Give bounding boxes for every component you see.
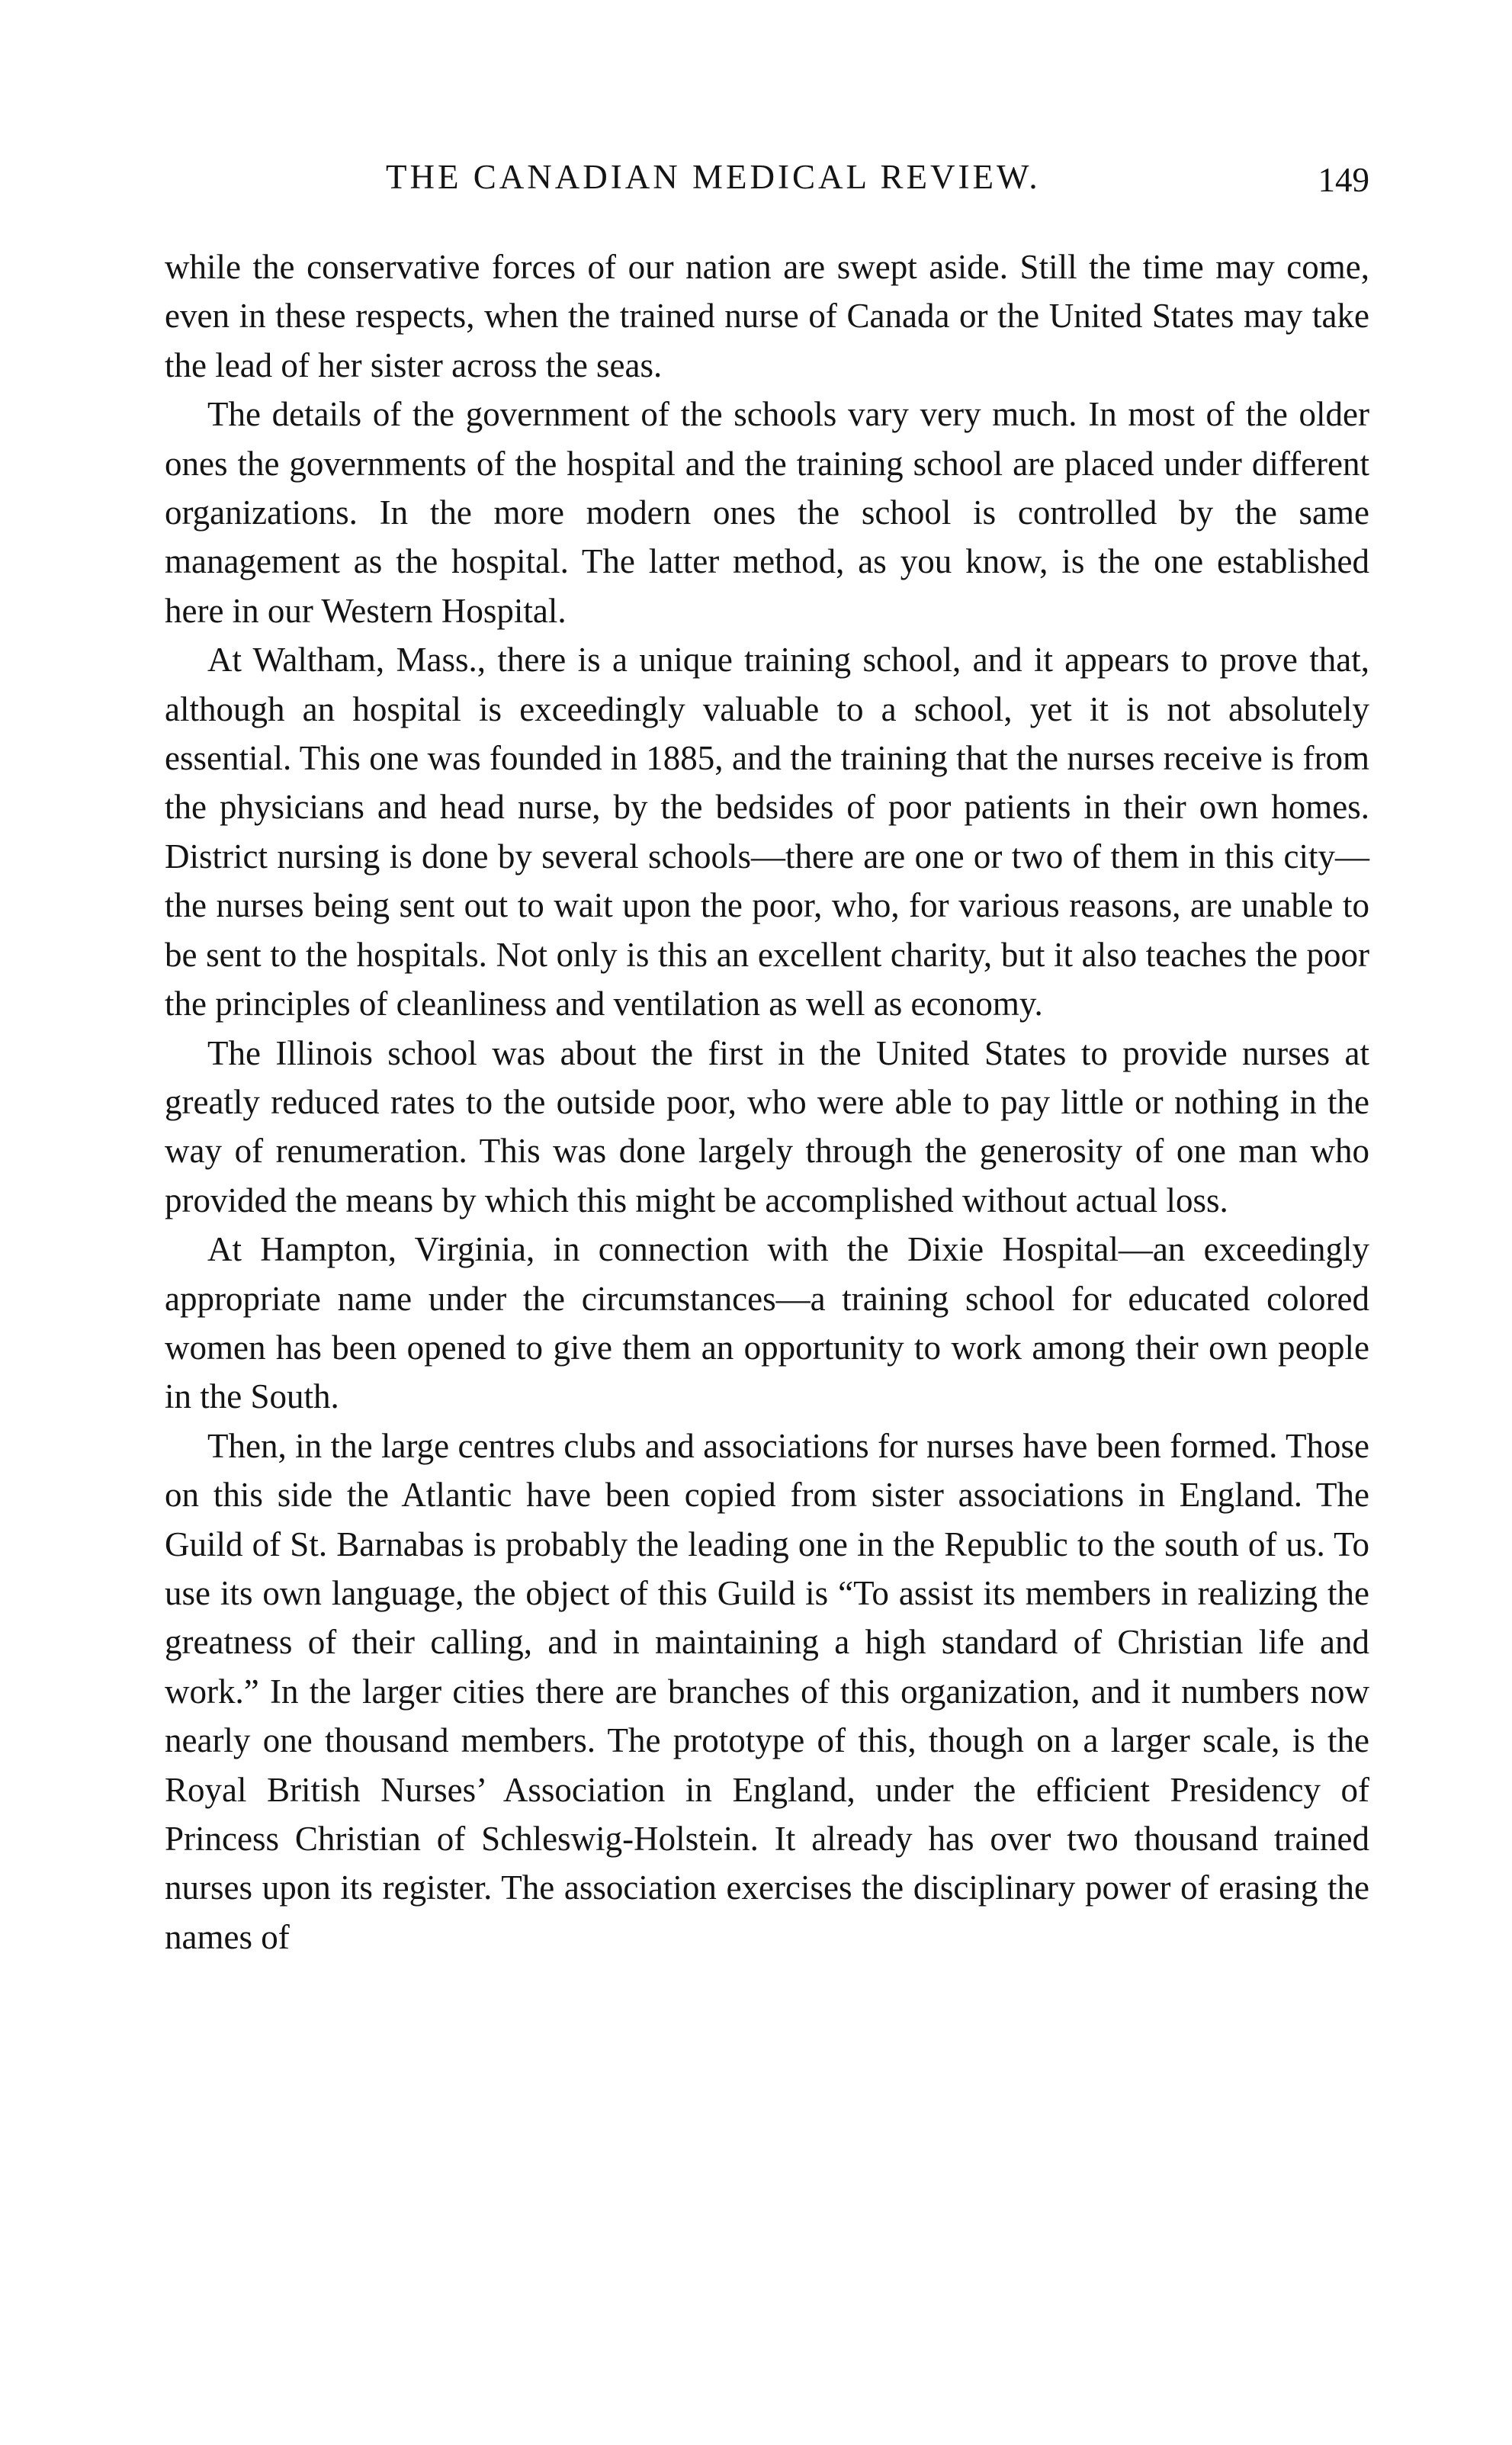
- paragraph-5: At Hampton, Virginia, in connection with the Dixie Hospital—an exceedingly appropriate name under the circumstances—a training school for educated colored women has been opened to give them an opportunity to work among their own people in the South.: [165, 1230, 1369, 1416]
- body-text: [165, 243, 1369, 1961]
- paragraph-6: Then, in the large centres clubs and associations for nurses have been formed. Those on this side the Atlantic have been copied from sister associations in England. The Guild of St. Barnabas is probably the leading one in the Republic to the south of us. To use its own language, the object of this Guild is “To assist its members in realizing the greatness of their calling, and in maintaining a high standard of Christian life and work.” In the larger cities there are branches of this organization, and it numbers now nearly one thousand members. The prototype of this, though on a larger scale, is the Royal British Nurses’ Association in England, under the efficient Presidency of Princess Christian of Schleswig-Holstein. It already has over two thousand trained nurses upon its register. The association exercises the disciplinary power of erasing the names of: [165, 1426, 1369, 1956]
- paragraph-2: The details of the government of the schools vary very much. In most of the older ones the governments of the hospital and the training school are placed under different organizations. In the more modern ones the school is controlled by the same management as the hospital. The latter method, as you know, is the one established here in our Western Hospital.: [165, 395, 1369, 630]
- paragraph-3: At Waltham, Mass., there is a unique training school, and it appears to prove that, although an hospital is exceedingly valuable to a school, yet it is not absolutely essential. This one was founded in 1885, and the training that the nurses receive is from the physicians and head nurse, by the bedsides of poor patients in their own homes. District nursing is done by several schools—there are one or two of them in this city—the nurses being sent out to wait upon the poor, who, for various reasons, are unable to be sent to the hospitals. Not only is this an excellent charity, but it also teaches the poor the principles of cleanliness and ventilation as well as economy.: [165, 641, 1369, 1023]
- page-number: 149: [1318, 161, 1369, 199]
- page-header: [165, 157, 1369, 203]
- running-title: THE CANADIAN MEDICAL REVIEW.: [386, 158, 1041, 196]
- paragraph-1: while the conservative forces of our nation are swept aside. Still the time may come, even in these respects, when the trained nurse of Canada or the United States may take the lead of her sister across the seas.: [165, 248, 1369, 384]
- paragraph-4: The Illinois school was about the first in the United States to provide nurses at greatly reduced rates to the outside poor, who were able to pay little or nothing in the way of renumeration. This was done largely through the generosity of one man who provided the means by which this might be accomplished without actual loss.: [165, 1033, 1369, 1219]
